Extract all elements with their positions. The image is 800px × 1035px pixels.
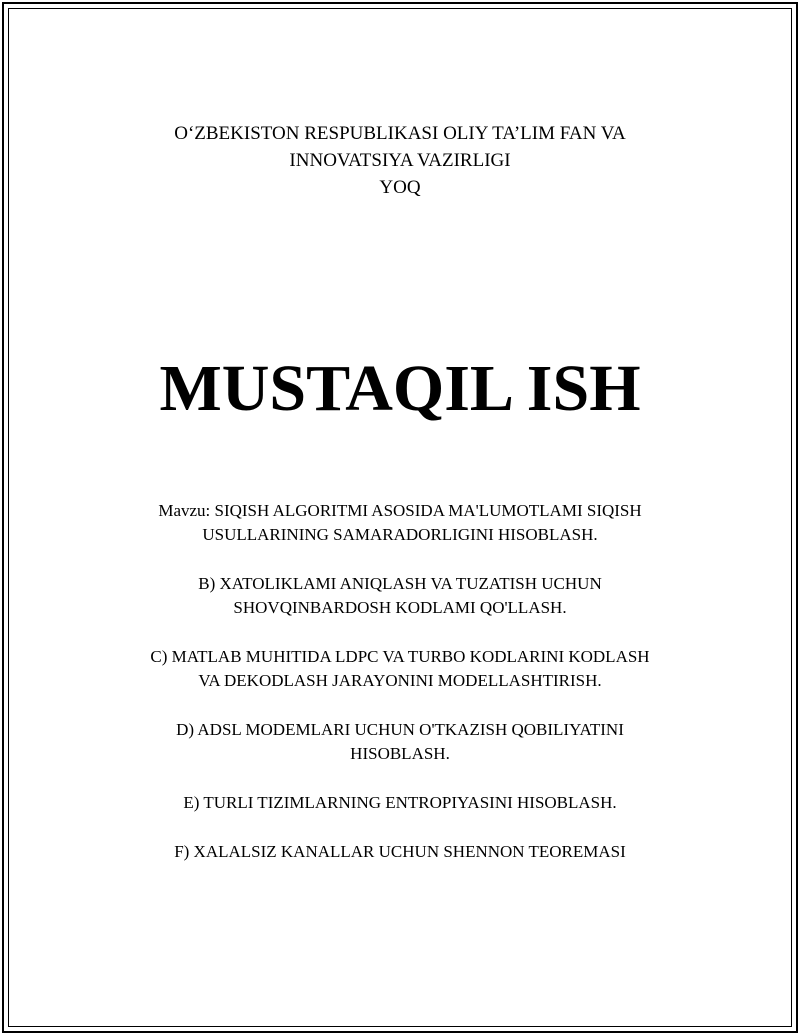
topic-line: F) XALALSIZ KANALLAR UCHUN SHENNON TEOREMASI: [174, 842, 626, 861]
topic-item-main: [0, 499, 800, 547]
topic-line: E) TURLI TIZIMLARNING ENTROPIYASINI HISOBLASH.: [183, 793, 617, 812]
ministry-header-line-3: YOQ: [379, 177, 421, 198]
document-title: MUSTAQIL ISH: [159, 352, 641, 425]
topic-item-b: [0, 572, 800, 620]
ministry-header-line-2: INNOVATSIYA VAZIRLIGI: [289, 150, 511, 171]
topic-line: Mavzu: SIQISH ALGORITMI ASOSIDA MA'LUMOTLAMI SIQISH: [158, 501, 642, 520]
topic-line: USULLARINING SAMARADORLIGINI HISOBLASH.: [202, 525, 598, 544]
topic-item-f: [0, 840, 800, 864]
topic-line: SHOVQINBARDOSH KODLAMI QO'LLASH.: [233, 598, 567, 617]
ministry-header-line-1: O‘ZBEKISTON RESPUBLIKASI OLIY TA’LIM FAN VA: [174, 123, 626, 144]
topic-line: D) ADSL MODEMLARI UCHUN O'TKAZISH QOBILIYATINI: [176, 720, 624, 739]
topic-line: VA DEKODLASH JARAYONINI MODELLASHTIRISH.: [198, 671, 602, 690]
topic-line: HISOBLASH.: [350, 744, 450, 763]
topic-item-d: [0, 718, 800, 766]
topic-list: [0, 499, 800, 889]
topic-item-c: [0, 645, 800, 693]
topic-line: C) MATLAB MUHITIDA LDPC VA TURBO KODLARINI KODLASH: [150, 647, 650, 666]
topic-line: B) XATOLIKLAMI ANIQLASH VA TUZATISH UCHUN: [198, 574, 602, 593]
ministry-header: [0, 120, 800, 201]
topic-item-e: [0, 791, 800, 815]
